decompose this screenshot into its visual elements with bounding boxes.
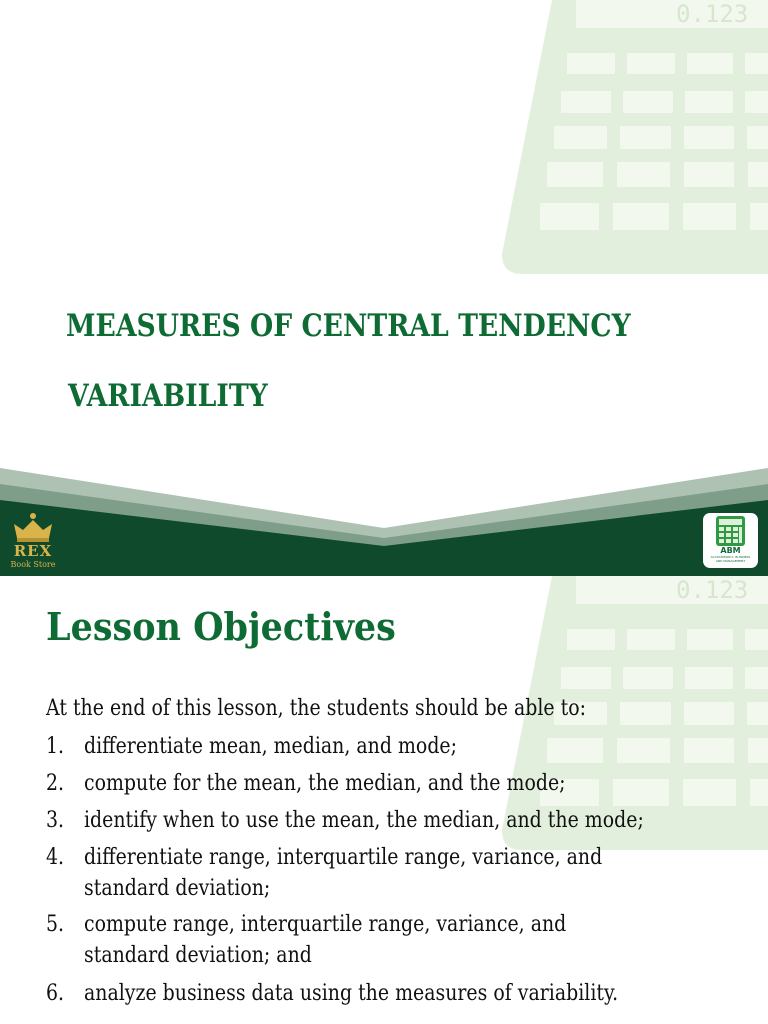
objective-text: differentiate range, interquartile range, variance, and standard deviation;	[84, 845, 603, 901]
intro-text: At the end of this lesson, the students should be able to:	[46, 696, 587, 721]
publisher-subtitle: Book Store	[10, 560, 56, 569]
objective-number: 4.	[46, 845, 65, 870]
slide-heading: Lesson Objectives	[46, 604, 396, 649]
objective-number: 6.	[46, 981, 65, 1006]
objective-text: compute range, interquartile range, variance, and standard deviation; and	[84, 912, 567, 968]
publisher-logo	[6, 512, 60, 572]
crown-icon	[6, 512, 60, 544]
slide-title-line-2: VARIABILITY	[68, 378, 268, 414]
objective-number: 5.	[46, 912, 65, 937]
strand-logo	[703, 513, 758, 568]
objective-number: 1.	[46, 734, 65, 759]
slide-title-line-1: MEASURES OF CENTRAL TENDENCY	[66, 308, 631, 344]
objective-text: differentiate mean, median, and mode;	[84, 734, 458, 759]
objective-text: identify when to use the mean, the median, and the mode;	[84, 808, 644, 833]
footer-banner	[0, 450, 768, 576]
calculator-icon	[703, 513, 758, 547]
objective-text: analyze business data using the measures of variability.	[84, 981, 619, 1006]
calculator-display: 0.123	[676, 576, 749, 604]
objective-number: 2.	[46, 771, 65, 796]
objective-text: compute for the mean, the median, and the mode;	[84, 771, 566, 796]
objective-number: 3.	[46, 808, 65, 833]
calculator-display: 0.123	[676, 0, 749, 28]
strand-name: ABM	[720, 546, 741, 555]
objectives-slide	[0, 576, 768, 1024]
publisher-name: REX	[13, 542, 53, 560]
strand-subtitle: ACCOUNTANCY, BUSINESS AND MANAGEMENT	[710, 555, 751, 563]
